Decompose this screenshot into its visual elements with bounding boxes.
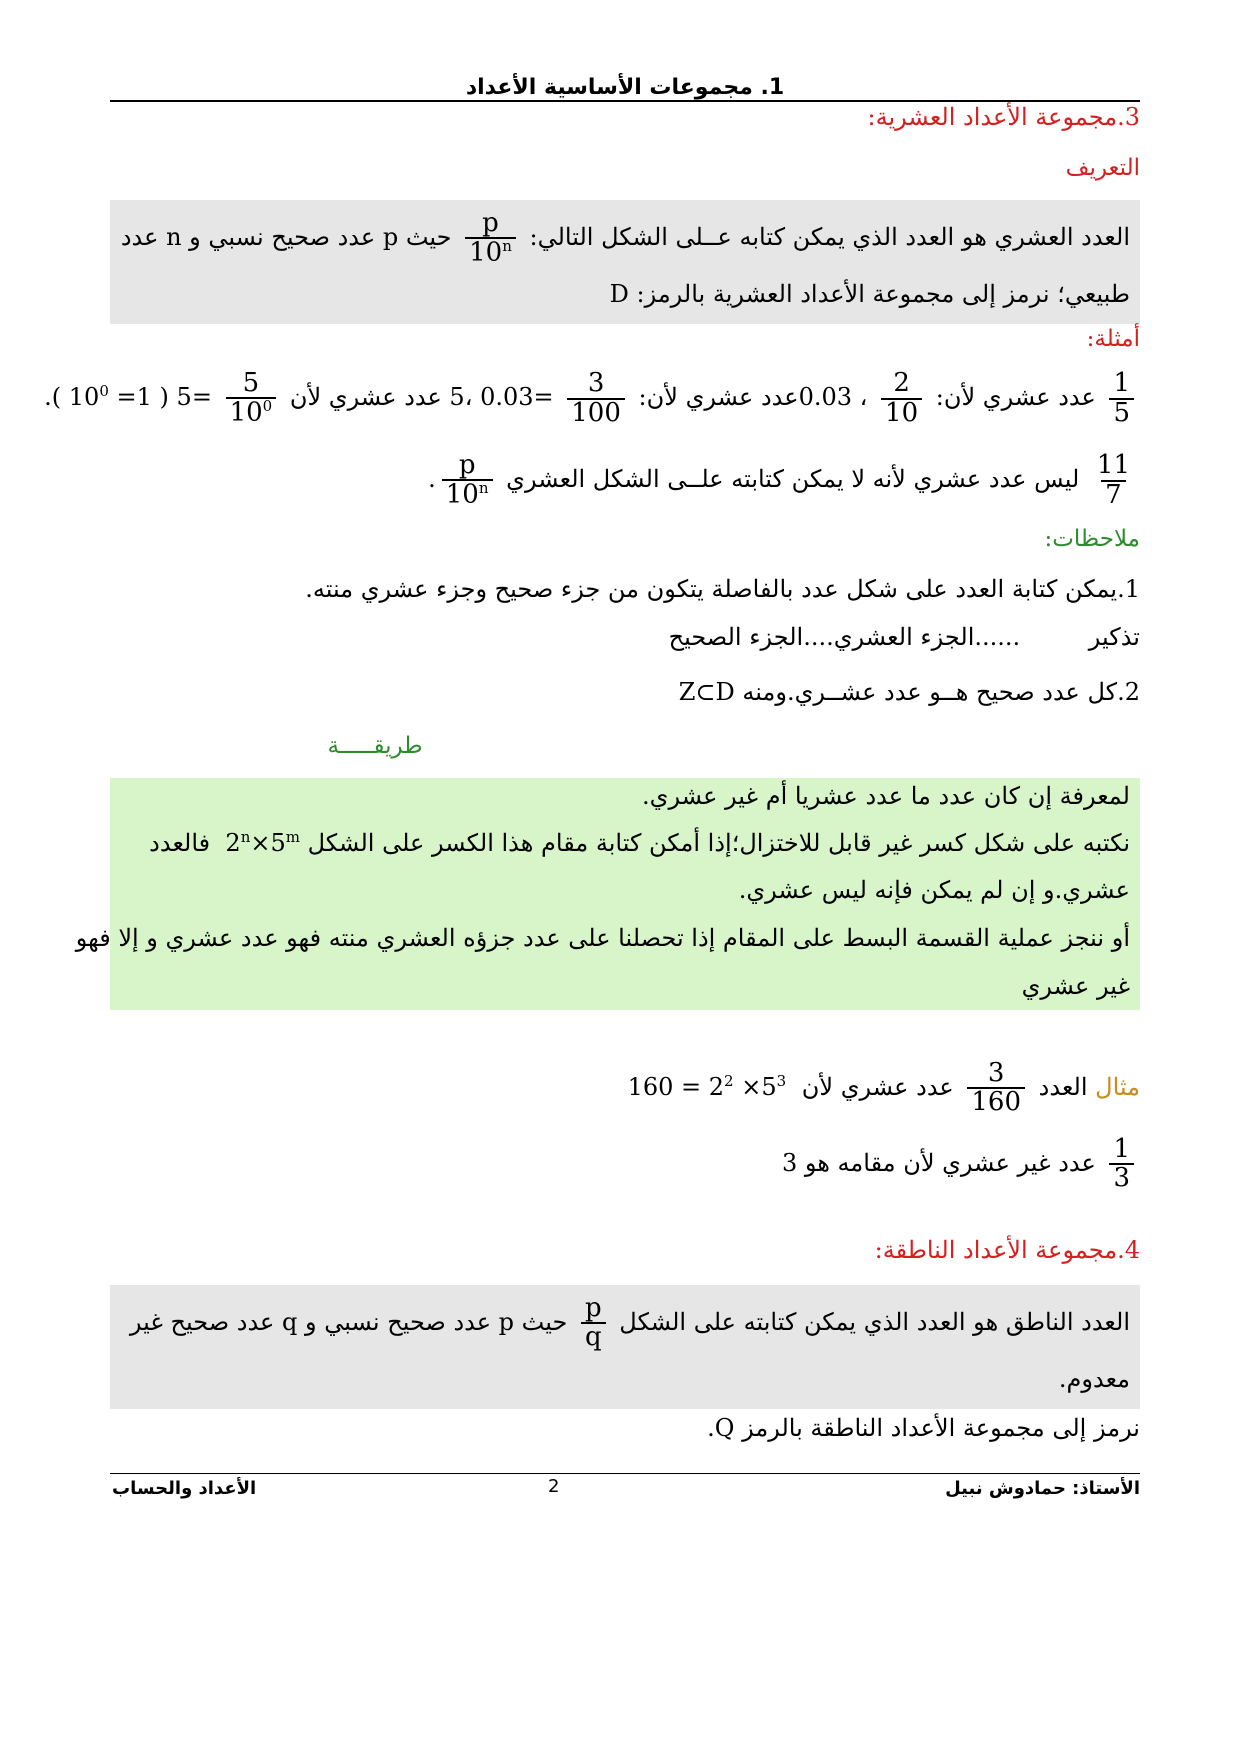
page-number: 2 [548,1476,560,1497]
fraction-11-7: $\frac{11}{7}$ [1096,450,1130,510]
section3-title: 3.مجموعة الأعداد العشرية: [867,103,1140,131]
section4-title: 4.مجموعة الأعداد الناطقة: [874,1236,1140,1264]
examples-line-2: $\frac{11}{7}$ ليس عدد عشري لأنه لا يمكن كتابته علــى الشكل العشري $\frac{p}{10^n}$ . [110,452,1140,509]
method-label: طريقـــــة [327,733,423,759]
rational-def-line-1: العدد الناطق هو العدد الذي يمكن كتابته على الشكل $\frac{p}{q}$ حيث p عدد صحيح نسبي و q عدد صحيح غير [129,1293,1130,1353]
fraction-1-5: $\frac{1}{5}$ [1109,370,1134,427]
two-n-five-m: $2^n\times 5^m$ [225,828,300,857]
reminder-line: تذكير ......الجزء العشري....الجزء الصحيح [668,623,1140,651]
ten-pow-zero: $10^0 =1$ [68,382,152,412]
definition-line-1 [110,210,1140,267]
fraction-3-100: $\frac{3}{100}$ [567,370,625,427]
note-2: 2.كل عدد صحيح هــو عدد عشــري.ومنه Z⊂D [678,678,1140,706]
page-header: 1. مجموعات الأساسية الأعداد [465,75,785,100]
factorization-160: $160 = 2^2 \times 5^3$ [627,1071,787,1101]
rational-symbol-line: نرمز إلى مجموعة الأعداد الناطقة بالرمز Q. [707,1414,1140,1442]
z-subset-d: Z⊂D [678,678,735,706]
method-line-1: لمعرفة إن كان عدد ما عدد عشريا أم غير عشري. [642,782,1130,810]
fraction-1-3: $\frac{1}{3}$ [1109,1136,1134,1193]
examples-line-1: $\frac{1}{5}$ عدد عشري لأن: $\frac{2}{10}$ ، 0.03عدد عشري لأن: $\frac{3}{100}$ =0.03 ،5 عدد عشري لأن $\frac{5}{10^0}$ =5 ( $10^0 =1$ ). [110,370,1140,427]
footer-teacher: الأستاذ: حمادوش نبيل [945,1478,1140,1499]
footer-subject: الأعداد والحساب [112,1478,257,1499]
definition-text-b: حيث p عدد صحيح نسبي و n عدد [120,223,452,252]
method-line-5: غير عشري [1021,972,1130,1000]
examples-label: أمثلة: [1086,326,1140,352]
fraction-p-over-10n-2: $\frac{p}{10^n}$ [442,452,493,509]
note-1: 1.يمكن كتابة العدد على شكل عدد بالفاصلة يتكون من جزء صحيح وجزء عشري منته. [305,575,1140,603]
frac-num: p [482,208,499,238]
header-rule [110,100,1140,102]
footer-rule [110,1473,1140,1474]
method-line-2: نكتبه على شكل كسر غير قابل للاختزال؛إذا أمكن كتابة مقام هذا الكسر على الشكل $2^n\times 5^m$ فالعدد [149,828,1130,857]
example-1-3: $\frac{1}{3}$ عدد غير عشري لأن مقامه هو 3 [110,1136,1140,1193]
method-box [75,778,1140,1010]
definition-line-2: طبيعي؛ نرمز إلى مجموعة الأعداد العشرية بالرمز: D [609,280,1130,308]
definition-label: التعريف [1065,155,1140,181]
fraction-p-over-10n [465,210,516,267]
fraction-p-q: $\frac{p}{q}$ [581,1295,606,1352]
definition-text-a: العدد العشري هو العدد الذي يمكن كتابه عــلى الشكل التالي: [529,223,1130,252]
fraction-3-160: $\frac{3}{160}$ [967,1060,1025,1117]
notes-label: ملاحظات: [1044,526,1140,552]
definition-box [110,200,1140,324]
example-160: مثال العدد $\frac{3}{160}$ عدد عشري لأن $160 = 2^2 \times 5^3$ [627,1058,1140,1118]
rational-definition-box [110,1285,1140,1409]
rational-def-line-2: معدوم. [1058,1365,1130,1393]
method-line-4: أو ننجز عملية القسمة البسط على المقام إذا تحصلنا على عدد جزؤه العشري منته فهو عدد عشري و إلا فهو [75,924,1130,952]
fraction-5-10pow0: $\frac{5}{10^0}$ [226,370,277,427]
method-line-3: عشري.و إن لم يمكن فإنه ليس عشري. [738,876,1130,904]
frac-den: 10$^n$ [465,237,516,267]
fraction-2-10: $\frac{2}{10}$ [881,370,922,427]
